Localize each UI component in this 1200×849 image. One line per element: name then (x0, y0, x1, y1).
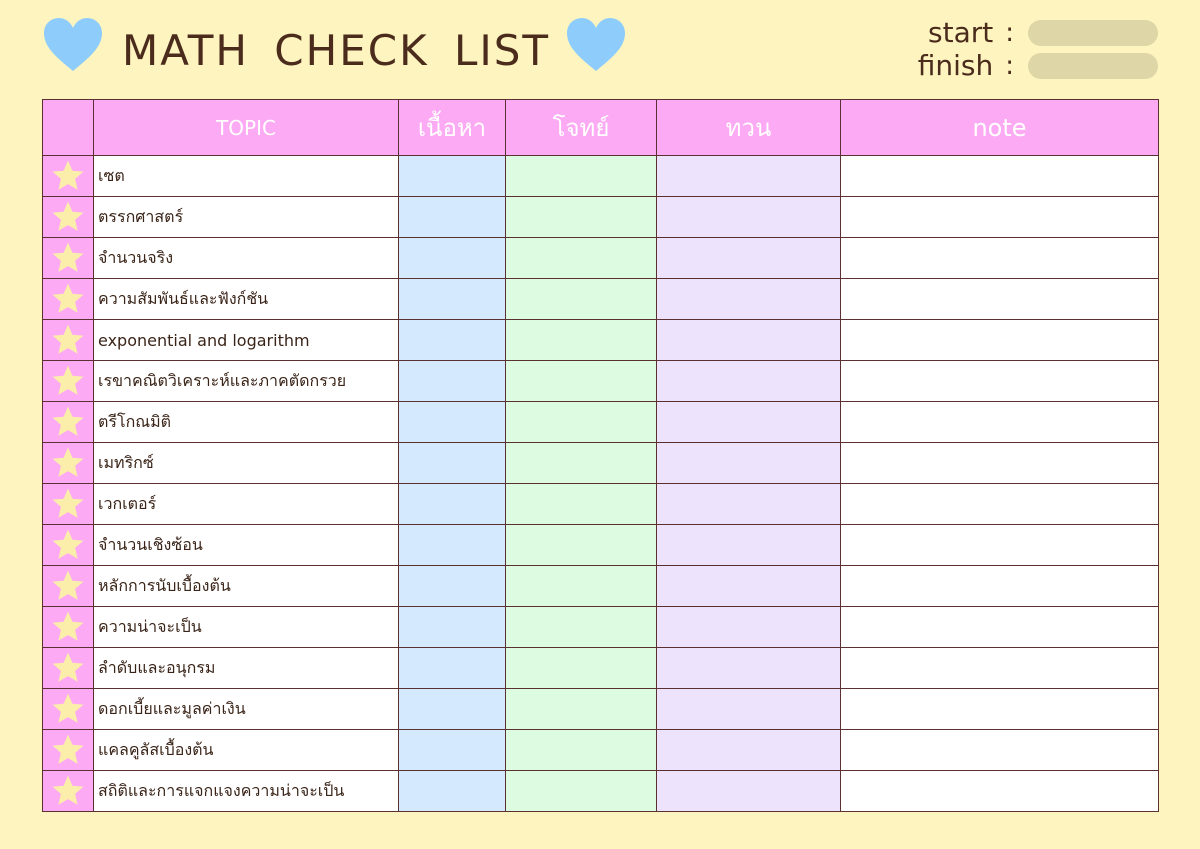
finish-label: finish (917, 49, 994, 82)
content-check-cell[interactable] (399, 771, 506, 812)
page-title: MATH CHECK LIST (122, 26, 551, 75)
note-cell[interactable] (841, 689, 1159, 730)
note-cell[interactable] (841, 238, 1159, 279)
header-topic: TOPIC (94, 100, 399, 156)
star-cell (43, 361, 94, 402)
exercise-check-cell[interactable] (506, 238, 657, 279)
review-check-cell[interactable] (657, 402, 841, 443)
topic-cell: จำนวนจริง (94, 238, 399, 279)
start-row (898, 16, 1158, 49)
star-icon (51, 200, 85, 234)
note-cell[interactable] (841, 730, 1159, 771)
review-check-cell[interactable] (657, 197, 841, 238)
note-cell[interactable] (841, 361, 1159, 402)
review-check-cell[interactable] (657, 279, 841, 320)
review-check-cell[interactable] (657, 525, 841, 566)
heart-icon (42, 17, 104, 73)
star-icon (51, 159, 85, 193)
star-icon (51, 528, 85, 562)
date-fields (898, 16, 1158, 82)
table-row (43, 689, 1159, 730)
table-row (43, 525, 1159, 566)
table-row (43, 238, 1159, 279)
star-cell (43, 443, 94, 484)
note-cell[interactable] (841, 771, 1159, 812)
exercise-check-cell[interactable] (506, 484, 657, 525)
table-header-row (43, 100, 1159, 156)
header-content: เนื้อหา (399, 100, 506, 156)
star-icon (51, 364, 85, 398)
exercise-check-cell[interactable] (506, 607, 657, 648)
star-cell (43, 648, 94, 689)
star-cell (43, 607, 94, 648)
exercise-check-cell[interactable] (506, 443, 657, 484)
finish-row (898, 49, 1158, 82)
content-check-cell[interactable] (399, 443, 506, 484)
star-cell (43, 279, 94, 320)
content-check-cell[interactable] (399, 279, 506, 320)
table-row (43, 730, 1159, 771)
content-check-cell[interactable] (399, 238, 506, 279)
content-check-cell[interactable] (399, 361, 506, 402)
exercise-check-cell[interactable] (506, 361, 657, 402)
exercise-check-cell[interactable] (506, 156, 657, 197)
review-check-cell[interactable] (657, 238, 841, 279)
table-row (43, 279, 1159, 320)
topic-cell: exponential and logarithm (94, 320, 399, 361)
topic-cell: เรขาคณิตวิเคราะห์และภาคตัดกรวย (94, 361, 399, 402)
topic-cell: เซต (94, 156, 399, 197)
topic-cell: เวกเตอร์ (94, 484, 399, 525)
star-icon (51, 446, 85, 480)
review-check-cell[interactable] (657, 443, 841, 484)
note-cell[interactable] (841, 443, 1159, 484)
content-check-cell[interactable] (399, 484, 506, 525)
exercise-check-cell[interactable] (506, 648, 657, 689)
topic-cell: ตรรกศาสตร์ (94, 197, 399, 238)
heart-icon (565, 17, 627, 73)
star-icon (51, 733, 85, 767)
topic-cell: จำนวนเชิงซ้อน (94, 525, 399, 566)
note-cell[interactable] (841, 484, 1159, 525)
star-icon (51, 282, 85, 316)
content-check-cell[interactable] (399, 197, 506, 238)
star-cell (43, 238, 94, 279)
header (0, 0, 1200, 98)
star-cell (43, 320, 94, 361)
table-row (43, 361, 1159, 402)
table-row (43, 566, 1159, 607)
header-review: ทวน (657, 100, 841, 156)
note-cell[interactable] (841, 402, 1159, 443)
note-cell[interactable] (841, 320, 1159, 361)
note-cell[interactable] (841, 156, 1159, 197)
table-row (43, 443, 1159, 484)
start-colon: : (1005, 17, 1014, 48)
topic-cell: หลักการนับเบื้องต้น (94, 566, 399, 607)
content-check-cell[interactable] (399, 689, 506, 730)
content-check-cell[interactable] (399, 525, 506, 566)
star-cell (43, 525, 94, 566)
content-check-cell[interactable] (399, 648, 506, 689)
table-row (43, 771, 1159, 812)
star-icon (51, 241, 85, 275)
review-check-cell[interactable] (657, 730, 841, 771)
review-check-cell[interactable] (657, 689, 841, 730)
table-row (43, 607, 1159, 648)
topic-cell: ตรีโกณมิติ (94, 402, 399, 443)
content-check-cell[interactable] (399, 730, 506, 771)
star-icon (51, 569, 85, 603)
topic-cell: ความสัมพันธ์และฟังก์ชัน (94, 279, 399, 320)
content-check-cell[interactable] (399, 607, 506, 648)
review-check-cell[interactable] (657, 484, 841, 525)
review-check-cell[interactable] (657, 156, 841, 197)
review-check-cell[interactable] (657, 320, 841, 361)
topic-cell: ลำดับและอนุกรม (94, 648, 399, 689)
note-cell[interactable] (841, 607, 1159, 648)
table-row (43, 484, 1159, 525)
star-cell (43, 566, 94, 607)
star-cell (43, 484, 94, 525)
star-cell (43, 730, 94, 771)
exercise-check-cell[interactable] (506, 279, 657, 320)
review-check-cell[interactable] (657, 566, 841, 607)
note-cell[interactable] (841, 648, 1159, 689)
star-cell (43, 402, 94, 443)
review-check-cell[interactable] (657, 607, 841, 648)
content-check-cell[interactable] (399, 156, 506, 197)
content-check-cell[interactable] (399, 566, 506, 607)
star-icon (51, 774, 85, 808)
table-row (43, 402, 1159, 443)
header-star-col (43, 100, 94, 156)
table-row (43, 197, 1159, 238)
table-row (43, 320, 1159, 361)
exercise-check-cell[interactable] (506, 730, 657, 771)
exercise-check-cell[interactable] (506, 320, 657, 361)
content-check-cell[interactable] (399, 320, 506, 361)
review-check-cell[interactable] (657, 361, 841, 402)
review-check-cell[interactable] (657, 771, 841, 812)
finish-date-field[interactable] (1028, 53, 1158, 79)
header-note: note (841, 100, 1159, 156)
topic-cell: ดอกเบี้ยและมูลค่าเงิน (94, 689, 399, 730)
star-icon (51, 323, 85, 357)
exercise-check-cell[interactable] (506, 197, 657, 238)
note-cell[interactable] (841, 566, 1159, 607)
exercise-check-cell[interactable] (506, 689, 657, 730)
table-row (43, 156, 1159, 197)
star-icon (51, 692, 85, 726)
star-cell (43, 689, 94, 730)
content-check-cell[interactable] (399, 402, 506, 443)
exercise-check-cell[interactable] (506, 566, 657, 607)
note-cell[interactable] (841, 279, 1159, 320)
star-icon (51, 651, 85, 685)
note-cell[interactable] (841, 525, 1159, 566)
exercise-check-cell[interactable] (506, 771, 657, 812)
star-icon (51, 487, 85, 521)
topic-cell: สถิติและการแจกแจงความน่าจะเป็น (94, 771, 399, 812)
review-check-cell[interactable] (657, 648, 841, 689)
finish-colon: : (1005, 50, 1014, 81)
checklist-table (42, 99, 1159, 812)
star-icon (51, 405, 85, 439)
star-cell (43, 197, 94, 238)
topic-cell: แคลคูลัสเบื้องต้น (94, 730, 399, 771)
note-cell[interactable] (841, 197, 1159, 238)
topic-cell: ความน่าจะเป็น (94, 607, 399, 648)
exercise-check-cell[interactable] (506, 525, 657, 566)
star-cell (43, 156, 94, 197)
topic-cell: เมทริกซ์ (94, 443, 399, 484)
exercise-check-cell[interactable] (506, 402, 657, 443)
table-row (43, 648, 1159, 689)
header-exercise: โจทย์ (506, 100, 657, 156)
start-label: start (928, 16, 994, 49)
star-cell (43, 771, 94, 812)
start-date-field[interactable] (1028, 20, 1158, 46)
star-icon (51, 610, 85, 644)
